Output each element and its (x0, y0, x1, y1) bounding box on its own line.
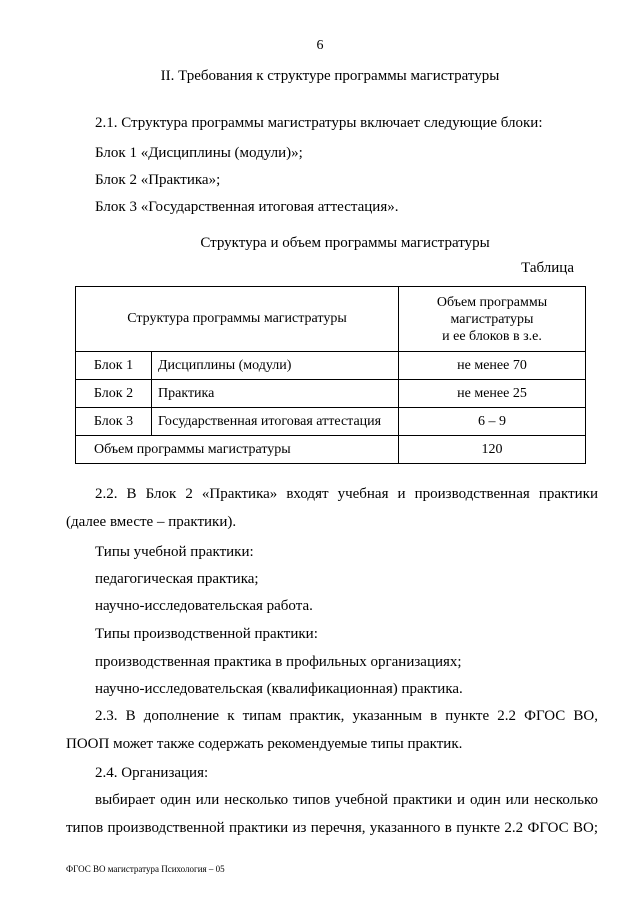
list-item: производственная практика в профильных организациях; (95, 654, 462, 670)
total-value: 120 (399, 436, 586, 464)
page-footer: ФГОС ВО магистратура Психология – 05 (66, 864, 225, 874)
volume-cell: 6 – 9 (399, 408, 586, 436)
header-volume-line: Объем программы (436, 294, 548, 310)
block-cell: Блок 1 (76, 352, 152, 380)
list-item: Типы производственной практики: (95, 626, 318, 642)
paragraph-2-2: 2.2. В Блок 2 «Практика» входят учебная и производственная практики (95, 486, 598, 502)
table-total-row (76, 436, 586, 464)
total-label: Объем программы магистратуры (76, 436, 399, 464)
name-cell: Государственная итоговая аттестация (152, 408, 399, 436)
structure-table (75, 286, 586, 464)
list-item: Типы учебной практики: (95, 544, 254, 560)
name-cell: Практика (152, 380, 399, 408)
header-structure: Структура программы магистратуры (76, 287, 399, 352)
table-caption: Структура и объем программы магистратуры (200, 235, 490, 251)
block-cell: Блок 3 (76, 408, 152, 436)
header-volume (399, 287, 586, 352)
table-row (76, 380, 586, 408)
list-item: научно-исследовательская работа. (95, 598, 313, 614)
header-volume-line: магистратуры (450, 311, 534, 327)
block-3-item: Блок 3 «Государственная итоговая аттестация». (95, 199, 399, 215)
list-item: научно-исследовательская (квалификационная) практика. (95, 681, 463, 697)
paragraph-2-4: 2.4. Организация: (95, 765, 209, 781)
paragraph-2-2-cont: (далее вместе – практики). (66, 514, 237, 530)
volume-cell: не менее 70 (399, 352, 586, 380)
paragraph-2-1: 2.1. Структура программы магистратуры включает следующие блоки: (95, 115, 543, 131)
paragraph-2-4-body: выбирает один или несколько типов учебной практики и один или несколько (95, 792, 598, 808)
page-number: 6 (316, 38, 324, 53)
table-row (76, 408, 586, 436)
block-2-item: Блок 2 «Практика»; (95, 172, 221, 188)
paragraph-2-3-cont: ПООП может также содержать рекомендуемые типы практик. (66, 736, 463, 752)
volume-cell: не менее 25 (399, 380, 586, 408)
table-label: Таблица (521, 260, 574, 276)
block-1-item: Блок 1 «Дисциплины (модули)»; (95, 145, 303, 161)
list-item: педагогическая практика; (95, 571, 259, 587)
table-row (76, 352, 586, 380)
block-cell: Блок 2 (76, 380, 152, 408)
paragraph-2-3: 2.3. В дополнение к типам практик, указанным в пункте 2.2 ФГОС ВО, (95, 708, 598, 724)
table-header-row (76, 287, 586, 352)
paragraph-2-4-body-cont: типов производственной практики из перечня, указанного в пункте 2.2 ФГОС ВО; (66, 820, 598, 836)
header-volume-line: и ее блоков в з.е. (442, 328, 542, 344)
name-cell: Дисциплины (модули) (152, 352, 399, 380)
section-heading: II. Требования к структуре программы магистратуры (160, 68, 500, 84)
